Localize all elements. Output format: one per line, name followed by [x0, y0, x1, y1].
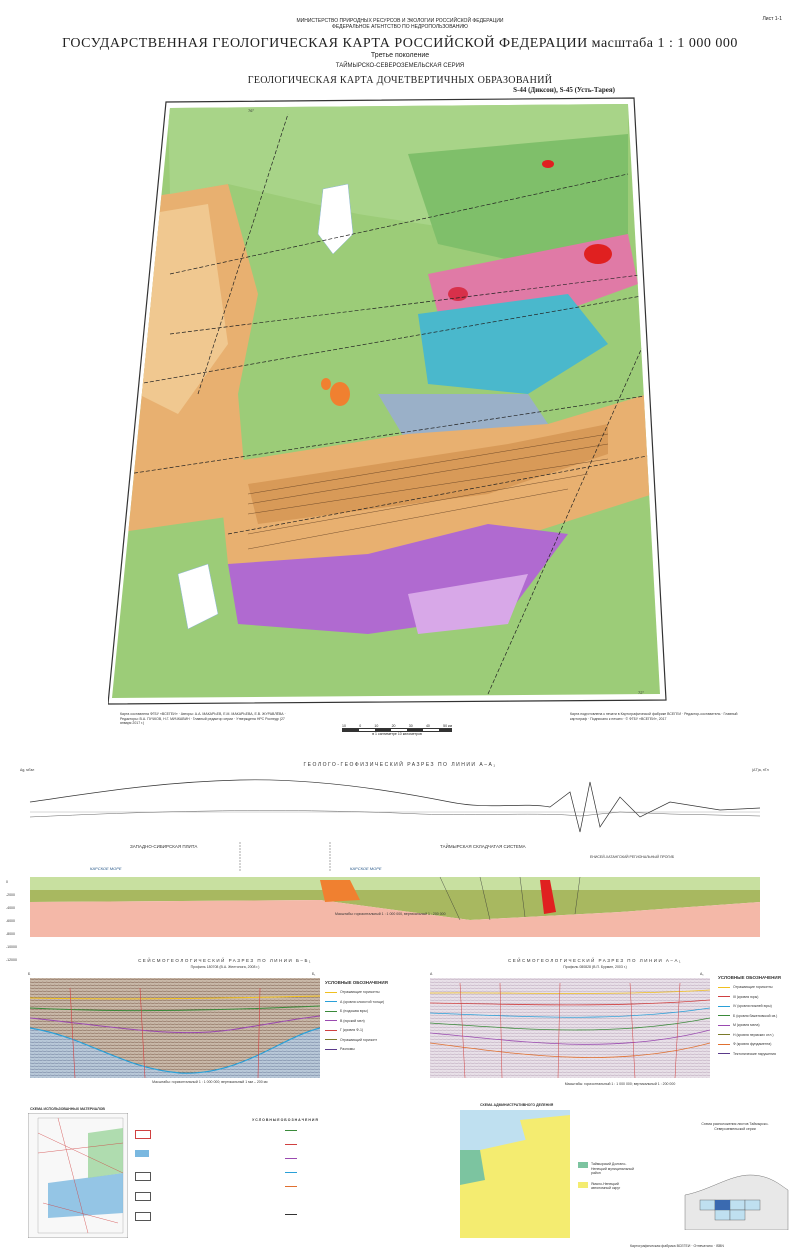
coord-label-bottom: 72° [638, 690, 645, 695]
legend-item [325, 1019, 395, 1024]
seismic-left-end-a: Б [28, 972, 31, 976]
depth-tick: 0 [6, 880, 8, 884]
legend-swatch [718, 1006, 730, 1007]
legend-label: Б (подошва юры) [340, 1009, 368, 1013]
materials-scheme [28, 1113, 128, 1238]
bottom-legend-title: У С Л О В Н Ы Е О Б О З Н А Ч Е Н И Я [252, 1118, 318, 1122]
legend-item [718, 1023, 793, 1028]
legend-label: В (юрский мел) [340, 1018, 365, 1023]
scale-tick: 0 [359, 724, 362, 728]
generation-label: Третье поколение [370, 52, 430, 59]
sea-label-2: КАРСКОЕ МОРЕ [350, 866, 382, 871]
depth-tick: -4000 [6, 906, 15, 910]
footer: Картографическая фабрика ВСЕГЕИ · Отпечатано · ISBN [630, 1244, 724, 1248]
map-intrusion-red-3 [542, 160, 554, 168]
map-intrusion-red-1 [584, 244, 612, 264]
legend-label: Г (кровля Ф-1) [340, 1028, 364, 1032]
legend-label: Разломы [340, 1047, 355, 1051]
seismic-right-subtitle: Профиль 080828 (В.П. Бурмин, 2003 г.) [563, 965, 627, 969]
legend-label: Б (кровля баженовской св.) [733, 1013, 778, 1018]
legend-item [718, 1052, 793, 1057]
legend-swatch [718, 987, 730, 988]
ministry-line-2: ФЕДЕРАЛЬНОЕ АГЕНТСТВО ПО НЕДРОПОЛЬЗОВАНИЮ [332, 24, 468, 30]
legend-swatch [325, 1001, 337, 1002]
credits-right: Карта подготовлена к печати в Картографической фабрике ВСЕГЕИ · Редактор-составитель · Главный картограф · Подписано к печати · © ФГБУ «ВСЕГЕИ», 2017 [570, 712, 738, 721]
depth-tick: -8000 [6, 932, 15, 936]
legend-item [718, 995, 793, 1000]
section-layer-top [30, 877, 760, 890]
admin-scheme [460, 1110, 570, 1238]
legend-label: М (кровля мела) [733, 1023, 760, 1027]
legend-item [325, 1038, 395, 1043]
depth-tick: -12000 [6, 958, 17, 962]
legend-swatch [325, 1049, 337, 1050]
legend-swatch [325, 1030, 337, 1031]
section-right-axis: (ΔТ)а, нТл [752, 768, 769, 772]
scale-tick: 20 [391, 724, 396, 728]
materials-title: СХЕМА ИСПОЛЬЗОВАННЫХ МАТЕРИАЛОВ [30, 1107, 105, 1111]
bottom-legend-block [135, 1126, 435, 1236]
location-scheme [680, 1145, 790, 1230]
legend-swatch [325, 1039, 337, 1040]
legend-item [325, 1000, 395, 1005]
legend-item [718, 985, 793, 990]
legend-label: III (кровля юры) [733, 994, 759, 999]
seismic-right-scale: Масштабы: горизонтальный 1 : 1 000 000; вертикальный 1 : 200 000 [564, 1082, 676, 1086]
depth-tick: -2000 [6, 893, 15, 897]
location-title: Схема расположения листов Таймырско-Североземельской серии [701, 1122, 769, 1131]
seismic-left-legend [325, 980, 395, 1052]
scale-tick: 10 [374, 724, 379, 728]
seismic-right-title: СЕЙСМОГЕОЛОГИЧЕСКИЙ РАЗРЕЗ ПО ЛИНИИ А–А₁ [508, 958, 682, 963]
credits-left: Карта составлена ФГБУ «ВСЕГЕИ» · Авторы: А.А. МАКАРЬЕВ, Е.М. МАКАРЬЕВА, Е.В. ЖУРАВЛЁВА · Редакторы: В.А. ПУЧКОВ, Н.Г. МИЧКАВИН · Главный редактор серии · Утверждена НРС Роснедр (27 января 2017 г.) [120, 712, 286, 725]
legend-swatch [718, 1053, 730, 1054]
seismic-right-legend [718, 975, 793, 1056]
seismic-left-profile [30, 978, 320, 1078]
legend-item [718, 1033, 793, 1038]
legend-label: Отражающие горизонты [733, 985, 773, 989]
sheet-label: Лист 1-1 [762, 16, 782, 22]
depth-tick: -10000 [6, 945, 17, 949]
seismic-right-end-a: А [430, 972, 433, 976]
sea-label-1: КАРСКОЕ МОРЕ [90, 866, 122, 871]
legend-swatch [718, 996, 730, 997]
scale-tick: 50 км [443, 724, 452, 728]
legend-item [325, 990, 395, 995]
legend-item [718, 1004, 793, 1009]
section-platform-label: ЗАПАДНО-СИБИРСКАЯ ПЛИТА [130, 844, 198, 849]
coord-label-top: 76° [248, 108, 255, 113]
admin-title: СХЕМА АДМИНИСТРАТИВНОГО ДЕЛЕНИЯ [480, 1103, 554, 1107]
section-title: ГЕОЛОГО-ГЕОФИЗИЧЕСКИЙ РАЗРЕЗ ПО ЛИНИИ А–А₁ [303, 762, 497, 768]
legend-swatch [325, 1011, 337, 1012]
legend-item [325, 1028, 395, 1033]
seismic-left-title: СЕЙСМОГЕОЛОГИЧЕСКИЙ РАЗРЕЗ ПО ЛИНИИ Б–Б₁ [138, 958, 312, 963]
seismic-right-profile [430, 978, 710, 1078]
seismic-left-scale: Масштабы: горизонтальный 1 : 1 000 000; вертикальный 1 мм – 200 мс [152, 1080, 268, 1084]
legend-label: Тектонические нарушения [733, 1051, 776, 1056]
main-title: ГОСУДАРСТВЕННАЯ ГЕОЛОГИЧЕСКАЯ КАРТА РОССИЙСКОЙ ФЕДЕРАЦИИ масштаба 1 : 1 000 000 [62, 36, 738, 51]
ministry-line-1: МИНИСТЕРСТВО ПРИРОДНЫХ РЕСУРСОВ И ЭКОЛОГИИ РОССИЙСКОЙ ФЕДЕРАЦИИ [296, 18, 504, 24]
legend-label: Н (кровля пермских отл.) [733, 1032, 774, 1037]
map-intrusion-orange-1 [330, 382, 350, 406]
legend-item [718, 1014, 793, 1019]
section-left-axis: Δg, мГал [20, 768, 35, 772]
legend-swatch [718, 1044, 730, 1045]
legend-left-items [325, 990, 395, 1052]
legend-swatch [325, 1020, 337, 1021]
scale-tick: 40 [425, 724, 430, 728]
section-basin-label: ТАЙМЫРСКАЯ СКЛАДЧАТАЯ СИСТЕМА [440, 844, 526, 849]
legend-swatch [718, 1034, 730, 1035]
legend-swatch [718, 1015, 730, 1016]
scale-bar [342, 724, 452, 736]
geological-map[interactable] [108, 94, 678, 709]
map-title: ГЕОЛОГИЧЕСКАЯ КАРТА ДОЧЕТВЕРТИЧНЫХ ОБРАЗОВАНИЙ [247, 75, 553, 86]
legend-label: А (кровля слоистой толщи) [340, 999, 384, 1004]
legend-swatch [718, 1025, 730, 1026]
scale-caption: в 1 сантиметре 10 километров [372, 732, 422, 736]
seismic-left-subtitle: Профиль 180708 (В.А. Желтонога, 2008 г.) [190, 965, 260, 969]
legend-item [325, 1009, 395, 1014]
admin-legend-item: Таймырский Долгано-Ненецкий муниципальный район [591, 1162, 634, 1175]
legend-item [325, 1047, 395, 1052]
map-intrusion-orange-2 [321, 378, 331, 390]
sheet-codes: S-44 (Диксон), S-45 (Усть-Тарея) [513, 86, 615, 94]
section-depth-ticks [6, 876, 17, 967]
depth-tick: -6000 [6, 919, 15, 923]
legend-right-items [718, 985, 793, 1056]
legend-label: Ф (кровля фундамента) [733, 1042, 772, 1046]
scale-tick: 10 [342, 724, 346, 728]
seismic-right-end-b: А₁ [700, 972, 704, 976]
legend-label: Отражающий горизонт [340, 1037, 377, 1042]
legend-label: Отражающие горизонты [340, 990, 380, 994]
geophysical-section [20, 772, 780, 942]
seismic-left-end-b: Б₁ [312, 972, 316, 976]
legend-label: IV (кровля нижней юры) [733, 1004, 772, 1008]
legend-left-title: УСЛОВНЫЕ ОБОЗНАЧЕНИЯ [325, 980, 388, 985]
legend-right-title: УСЛОВНЫЕ ОБОЗНАЧЕНИЯ [718, 975, 781, 980]
scale-tick: 30 [408, 724, 413, 728]
section-scale-note: Масштабы: горизонтальный 1 : 1 000 000, вертикальный 1 : 200 000 [335, 912, 446, 916]
location-current-sheet [715, 1200, 730, 1210]
series-label: ТАЙМЫРСКО-СЕВЕРОЗЕМЕЛЬСКАЯ СЕРИЯ [335, 63, 465, 69]
admin-legend [578, 1162, 638, 1191]
gravity-curve [30, 780, 760, 832]
section-trough-label: ЕНИСЕЙ-ХАТАНГСКИЙ РЕГИОНАЛЬНЫЙ ПРОГИБ [590, 855, 675, 859]
admin-legend-item: Ямало-Ненецкий автономный округ [591, 1181, 621, 1190]
legend-swatch [325, 992, 337, 993]
legend-item [718, 1042, 793, 1047]
